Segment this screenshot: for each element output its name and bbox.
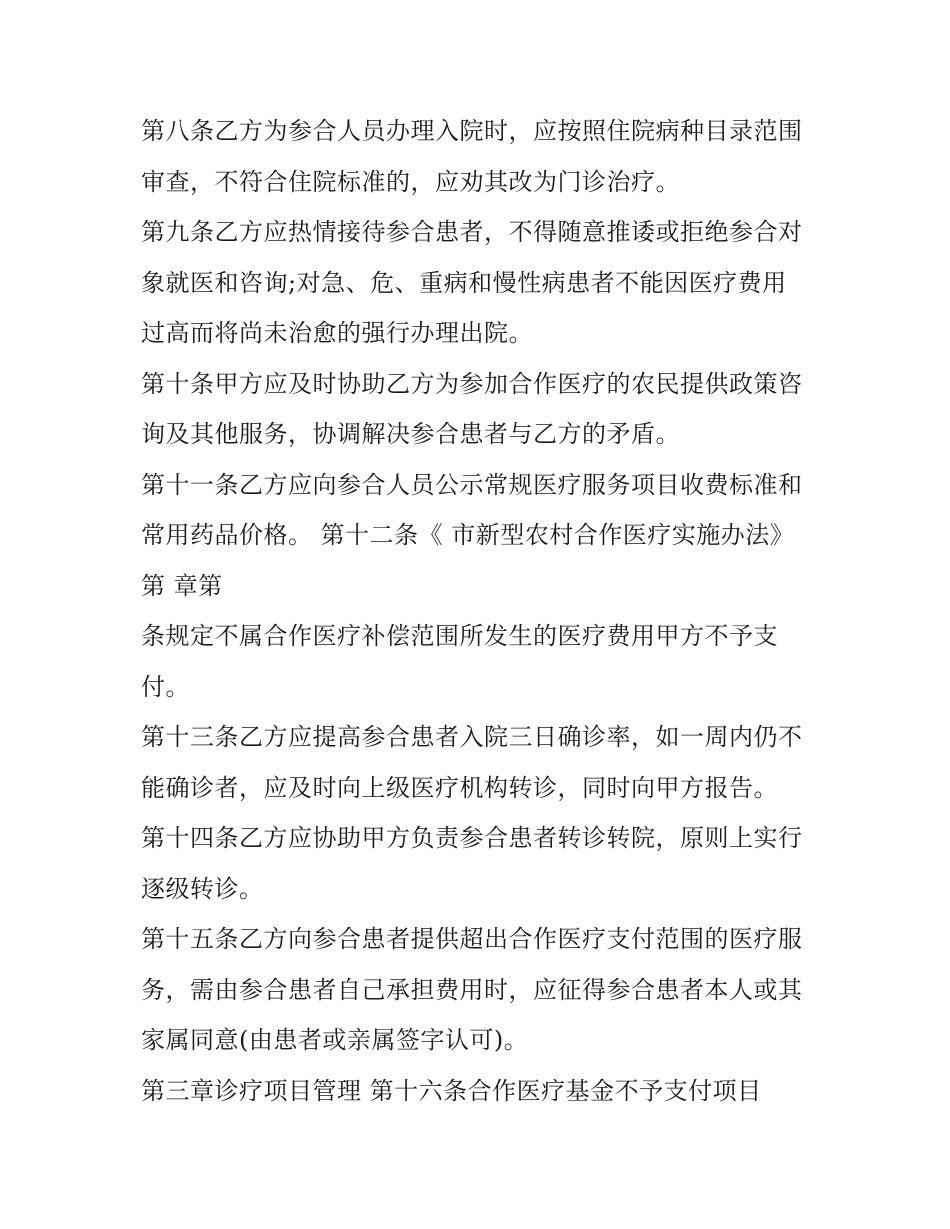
text-line-18: 务，需由参合患者自己承担费用时，应征得参合患者本人或其: [141, 975, 803, 1004]
document-body: [141, 106, 821, 1116]
text-line-1: 第八条乙方为参合人员办理入院时，应按照住院病种目录范围: [141, 117, 803, 145]
text-line-9: 常用药品价格。 第十二条《 市新型农村合作医疗实施办法》: [141, 521, 795, 549]
text-line-16: 逐级转诊。: [141, 874, 264, 903]
text-line-19: 家属同意(由患者或亲属签字认可)。: [141, 1026, 529, 1054]
text-line-17: 第十五条乙方向参合患者提供超出合作医疗支付范围的医疗服: [141, 925, 803, 953]
text-line-14: 能确诊者，应及时向上级医疗机构转诊，同时向甲方报告。: [141, 773, 778, 802]
text-line-5: 过高而将尚未治愈的强行办理出院。: [141, 319, 533, 347]
text-line-13: 第十三条乙方应提高参合患者入院三日确诊率，如一周内仍不: [141, 723, 803, 751]
text-line-15: 第十四条乙方应协助甲方负责参合患者转诊转院，原则上实行: [141, 824, 803, 852]
text-line-10: 第 章第: [141, 571, 223, 600]
text-line-3: 第九条乙方应热情接待参合患者，不得随意推诿或拒绝参合对: [141, 218, 803, 246]
text-line-11: 条规定不属合作医疗补偿范围所发生的医疗费用甲方不予支: [141, 622, 778, 650]
text-line-6: 第十条甲方应及时协助乙方为参加合作医疗的农民提供政策咨: [141, 369, 803, 398]
text-line-8: 第十一条乙方应向参合人员公示常规医疗服务项目收费标准和: [141, 470, 803, 499]
text-line-2: 审查，不符合住院标准的，应劝其改为门诊治疗。: [141, 167, 680, 196]
text-line-4: 象就医和咨询;对急、危、重病和慢性病患者不能因医疗费用: [141, 268, 787, 297]
text-line-7: 询及其他服务，协调解决参合患者与乙方的矛盾。: [141, 420, 680, 448]
text-line-20: 第三章诊疗项目管理 第十六条合作医疗基金不予支付项目: [141, 1076, 762, 1105]
text-line-12: 付。: [141, 672, 190, 701]
